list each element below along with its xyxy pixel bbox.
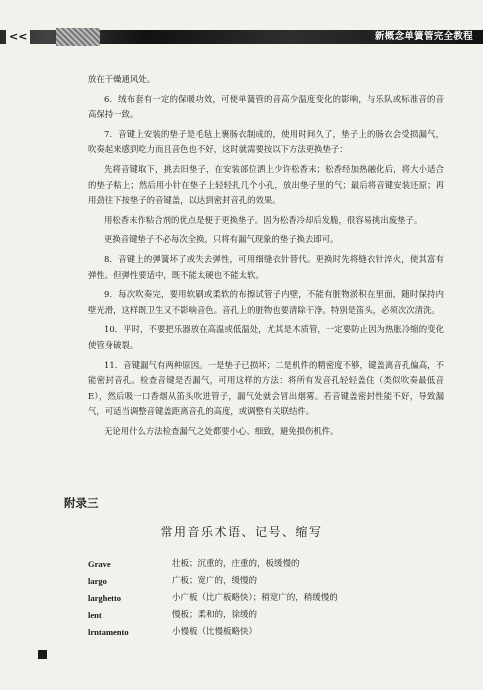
book-title: 新概念单簧管完全教程 xyxy=(374,31,473,42)
term-definition: 小广板（比广板略快）；稍宽广的，稍缓慢的 xyxy=(172,593,338,603)
list-item xyxy=(88,607,428,624)
paragraph: 8．音键上的弹簧坏了或失去弹性，可用细缝衣针替代。更换时先将缝衣针淬火，使其富有弹性。但弹性要适中，既不能太硬也不能太软。 xyxy=(88,253,444,280)
term-definition: 慢板；柔和的，徐缓的 xyxy=(172,610,258,620)
paragraph: 放在干燥通风处。 xyxy=(88,74,155,84)
header-decoration xyxy=(56,28,100,46)
list-item xyxy=(88,624,428,641)
paragraph: 9．每次吹奏完，要用软刷或柔软的布擦试管子内壁，不能有脏物淤积在里面，随时保持内壁光滑，这样既卫生又不影响音色。音孔上的脏物也要清除干净。特别是笛头，必须次次清洗。 xyxy=(88,289,444,315)
term-word: largo xyxy=(88,576,107,586)
page-header xyxy=(0,26,483,50)
paragraph: 11．音键漏气有两种原因。一是垫子已损坏；二是机件的精密度不够，键盖离音孔偏高，不能密封音孔。检查音键是否漏气，可用这样的方法：将所有发音孔轻轻盖住（类似吹奏最低音 E），然后吸一口香烟从笛头吹进管子，漏气处就会冒出烟雾。若音键盖密封性能不好，导致漏气，可适当调整音键盖距离音孔的高度，或调整有关联结件。 xyxy=(88,359,444,417)
body-text xyxy=(88,72,444,443)
list-item xyxy=(88,556,428,573)
list-item xyxy=(88,590,428,607)
paragraph: 10．平时，不要把乐器放在高温或低温处，尤其是木质管，一定要防止因为热胀冷缩的变化使管身破裂。 xyxy=(88,324,444,350)
term-word: Grave xyxy=(88,559,111,569)
paragraph: 先将音键取下，挑去旧垫子，在安装部位洒上少许松香末；松香经加热融化后，将大小适合的垫子粘上；然后用小针在垫子上轻轻扎几个小孔，放出垫子里的气；最后将音键安装还原；再用劲往下按垫子的音键盖，以达到密封音孔的效果。 xyxy=(88,163,444,206)
paragraph: 用松香末作粘合剂的优点是便于更换垫子。因为松香冷却后发脆，很容易挑出废垫子。 xyxy=(104,214,423,225)
term-word: larghetto xyxy=(88,593,122,603)
chevron-left-icon: << xyxy=(6,29,30,45)
paragraph: 更换音键垫子不必每次全换，只将有漏气现象的垫子换去即可。 xyxy=(104,234,339,245)
paragraph: 无论用什么方法检查漏气之处都要小心、细致，避免损伤机件。 xyxy=(104,425,339,436)
appendix-label: 附录三 xyxy=(64,496,99,510)
term-word: lent xyxy=(88,610,102,620)
term-word: lrntamento xyxy=(88,627,129,637)
paragraph: 6．绒布套有一定的保暖功效，可使单簧管的音高少温度变化的影响，与乐队或标准音的音高保持一致。 xyxy=(88,93,444,120)
list-item xyxy=(88,573,428,590)
page-corner-mark xyxy=(38,650,47,659)
terms-list xyxy=(88,556,428,641)
appendix-title: 常用音乐术语、记号、缩写 xyxy=(160,525,323,539)
term-definition: 广板；宽广的，缓慢的 xyxy=(172,576,258,586)
paragraph: 7．音键上安装的垫子是毛毡上裹肠衣制成的，使用时间久了，垫子上的肠衣会受损漏气，吹奏起来感到吃力而且音色也不好，这时就需要按以下方法更换垫子： xyxy=(88,128,444,155)
term-definition: 小慢板（比慢板略快） xyxy=(172,627,258,637)
term-definition: 壮板；沉重的，庄重的，板缓慢的 xyxy=(172,559,300,569)
